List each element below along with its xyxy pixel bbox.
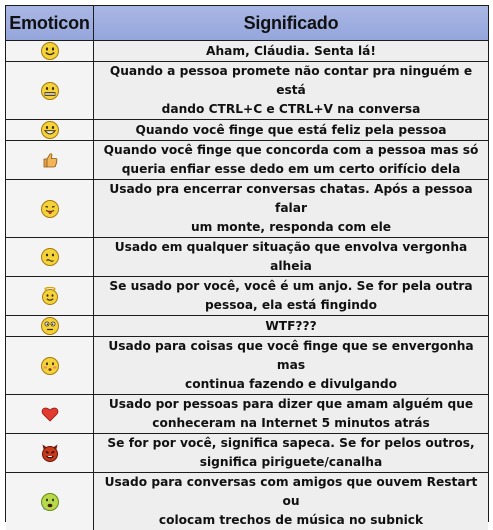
zipped-mouth-face-icon [40,81,60,101]
confused-face-icon [40,316,60,336]
heart-icon [40,404,60,424]
grinning-face-icon [40,120,60,140]
meaning-cell: Usado em qualquer situação que envolva vergonha alheia [94,238,488,277]
meaning-cell: Aham, Cláudia. Senta lá! [94,41,488,62]
emoticon-cell [6,473,94,530]
meaning-cell: Usado para coisas que você finge que se envergonha mas continua fazendo e divulgando [94,337,488,395]
emoticon-cell [6,337,94,395]
meaning-cell: Quando a pessoa promete não contar pra ninguém e está dando CTRL+C e CTRL+V na conversa [94,62,488,120]
emoticon-cell [6,395,94,434]
meaning-cell: Usado por pessoas para dizer que amam alguém que conheceram na Internet 5 minutos atrás [94,395,488,434]
column-header-emoticon: Emoticon [6,6,94,41]
meaning-cell: Quando você finge que está feliz pela pessoa [94,120,488,141]
emoticon-cell [6,238,94,277]
smiling-face-icon [40,41,60,61]
emoticon-cell [6,277,94,316]
emoticon-cell [6,180,94,238]
meaning-cell: WTF??? [94,316,488,337]
meaning-cell: Se for por você, significa sapeca. Se for pelos outros, significa piriguete/canalha [94,434,488,473]
blushing-face-icon [40,356,60,376]
meaning-cell: Se usado por você, você é um anjo. Se for pela outra pessoa, ela está fingindo [94,277,488,316]
thumbs-up-icon [40,150,60,170]
meaning-cell: Usado pra encerrar conversas chatas. Após a pessoa falar um monte, responda com ele [94,180,488,238]
emoticon-cell [6,316,94,337]
devil-face-icon [40,443,60,463]
tongue-out-face-icon [40,199,60,219]
emoticon-cell [6,62,94,120]
angel-face-icon [40,286,60,306]
emoticon-cell [6,434,94,473]
emoticon-cell [6,141,94,180]
embarrassed-face-icon [40,247,60,267]
sick-face-icon [40,492,60,512]
meaning-cell: Usado para conversas com amigos que ouvem Restart ou colocam trechos de música no subnick [94,473,488,530]
emoticon-cell [6,120,94,141]
emoticon-cell [6,41,94,62]
emoticon-table [5,5,489,527]
column-header-meaning: Significado [94,6,488,41]
meaning-cell: Quando você finge que concorda com a pessoa mas só queria enfiar esse dedo em um certo orifício dela [94,141,488,180]
